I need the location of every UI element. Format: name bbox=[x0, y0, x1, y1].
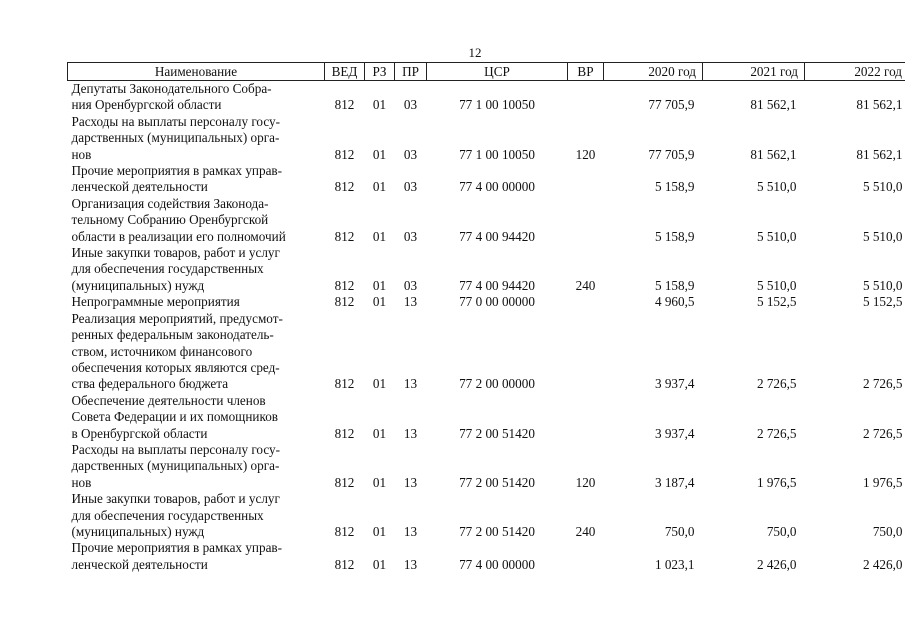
row-name-line: дарственных (муниципальных) орга- bbox=[71, 130, 280, 146]
value-2021-cell: 81 562,1 bbox=[750, 146, 797, 162]
row-name-line: Расходы на выплаты персоналу госу- bbox=[71, 113, 281, 129]
value-2020-cell: 3 187,4 bbox=[654, 474, 695, 490]
csr-cell: 77 2 00 51420 bbox=[459, 425, 535, 441]
header-ved: ВЕД bbox=[325, 63, 365, 81]
row-name-cell bbox=[68, 81, 325, 114]
value-2022-cell: 2 726,5 bbox=[862, 376, 903, 392]
pr-cell: 13 bbox=[403, 523, 418, 539]
table-row bbox=[68, 393, 905, 442]
pr-cell: 03 bbox=[403, 179, 418, 195]
vr-cell bbox=[568, 540, 604, 573]
value-2021-cell: 81 562,1 bbox=[750, 97, 797, 113]
rz-cell: 01 bbox=[372, 523, 387, 539]
vr-cell: 120 bbox=[575, 146, 596, 162]
table-row bbox=[68, 540, 905, 573]
table-row bbox=[68, 294, 905, 310]
row-name-line: для обеспечения государственных bbox=[71, 261, 264, 277]
pr-cell: 03 bbox=[403, 228, 418, 244]
header-name: Наименование bbox=[68, 63, 325, 81]
row-name-line: обеспечения которых являются сред- bbox=[71, 359, 280, 375]
row-name-line: Обеспечение деятельности членов bbox=[71, 392, 266, 408]
vr-cell bbox=[568, 311, 604, 393]
pr-cell: 13 bbox=[403, 474, 418, 490]
csr-cell: 77 2 00 51420 bbox=[459, 474, 535, 490]
value-2020-cell: 3 937,4 bbox=[654, 376, 695, 392]
row-name-line: ния Оренбургской области bbox=[71, 97, 222, 113]
table-row bbox=[68, 81, 905, 114]
table-row bbox=[68, 311, 905, 393]
rz-cell: 01 bbox=[372, 179, 387, 195]
row-name-line: Совета Федерации и их помощников bbox=[71, 409, 279, 425]
csr-cell: 77 1 00 10050 bbox=[459, 97, 535, 113]
rz-cell: 01 bbox=[372, 425, 387, 441]
value-2020-cell: 3 937,4 bbox=[654, 425, 695, 441]
row-name-line: Иные закупки товаров, работ и услуг bbox=[71, 245, 280, 261]
value-2022-cell: 750,0 bbox=[872, 523, 903, 539]
ved-cell: 812 bbox=[334, 474, 355, 490]
header-2022: 2022 год bbox=[805, 63, 905, 81]
ved-cell: 812 bbox=[334, 228, 355, 244]
row-name-cell bbox=[68, 311, 325, 393]
pr-cell: 03 bbox=[403, 277, 418, 293]
csr-cell: 77 0 00 00000 bbox=[459, 294, 535, 310]
value-2021-cell: 750,0 bbox=[766, 523, 797, 539]
rz-cell: 01 bbox=[372, 277, 387, 293]
value-2021-cell: 5 510,0 bbox=[756, 228, 797, 244]
csr-cell: 77 1 00 10050 bbox=[459, 146, 535, 162]
vr-cell bbox=[568, 294, 604, 310]
row-name-line: Организация содействия Законода- bbox=[71, 195, 269, 211]
value-2022-cell: 5 510,0 bbox=[862, 228, 903, 244]
value-2020-cell: 77 705,9 bbox=[648, 146, 695, 162]
ved-cell: 812 bbox=[334, 146, 355, 162]
page-number: 12 bbox=[468, 45, 482, 60]
row-name-line: Непрограммные мероприятия bbox=[71, 294, 240, 310]
pr-cell: 13 bbox=[403, 376, 418, 392]
header-pr: ПР bbox=[395, 63, 427, 81]
value-2022-cell: 5 510,0 bbox=[862, 277, 903, 293]
row-name-cell bbox=[68, 491, 325, 540]
header-2020: 2020 год bbox=[604, 63, 703, 81]
vr-cell bbox=[568, 163, 604, 196]
value-2020-cell: 1 023,1 bbox=[654, 556, 695, 572]
value-2020-cell: 4 960,5 bbox=[654, 294, 695, 310]
value-2022-cell: 1 976,5 bbox=[862, 474, 903, 490]
header-rz: РЗ bbox=[365, 63, 395, 81]
row-name-line: Прочие мероприятия в рамках управ- bbox=[71, 540, 283, 556]
value-2020-cell: 750,0 bbox=[664, 523, 695, 539]
csr-cell: 77 4 00 00000 bbox=[459, 179, 535, 195]
value-2022-cell: 2 726,5 bbox=[862, 425, 903, 441]
ved-cell: 812 bbox=[334, 425, 355, 441]
table-row bbox=[68, 491, 905, 540]
row-name-line: нов bbox=[71, 146, 92, 162]
row-name-line: нов bbox=[71, 474, 92, 490]
table-row bbox=[68, 442, 905, 491]
value-2022-cell: 2 426,0 bbox=[862, 556, 903, 572]
value-2020-cell: 5 158,9 bbox=[654, 277, 695, 293]
rz-cell: 01 bbox=[372, 376, 387, 392]
value-2020-cell: 77 705,9 bbox=[648, 97, 695, 113]
rz-cell: 01 bbox=[372, 294, 387, 310]
pr-cell: 13 bbox=[403, 556, 418, 572]
row-name-line: в Оренбургской области bbox=[71, 425, 208, 441]
value-2021-cell: 2 726,5 bbox=[756, 376, 797, 392]
header-vr: ВР bbox=[568, 63, 604, 81]
vr-cell bbox=[568, 196, 604, 245]
rz-cell: 01 bbox=[372, 146, 387, 162]
row-name-line: (муниципальных) нужд bbox=[71, 523, 205, 539]
budget-table bbox=[67, 62, 905, 573]
ved-cell: 812 bbox=[334, 277, 355, 293]
ved-cell: 812 bbox=[334, 294, 355, 310]
pr-cell: 03 bbox=[403, 146, 418, 162]
row-name-line: Реализация мероприятий, предусмот- bbox=[71, 310, 283, 326]
row-name-line: области в реализации его полномочий bbox=[71, 228, 286, 244]
value-2022-cell: 5 510,0 bbox=[862, 179, 903, 195]
vr-cell: 240 bbox=[575, 523, 596, 539]
value-2021-cell: 2 726,5 bbox=[756, 425, 797, 441]
row-name-line: дарственных (муниципальных) орга- bbox=[71, 458, 280, 474]
table-row bbox=[68, 163, 905, 196]
row-name-cell bbox=[68, 163, 325, 196]
csr-cell: 77 4 00 94420 bbox=[459, 228, 535, 244]
row-name-line: ренных федеральным законодатель- bbox=[71, 327, 274, 343]
rz-cell: 01 bbox=[372, 474, 387, 490]
table-header-row bbox=[68, 63, 905, 81]
value-2022-cell: 5 152,5 bbox=[862, 294, 903, 310]
ved-cell: 812 bbox=[334, 376, 355, 392]
row-name-cell bbox=[68, 114, 325, 163]
ved-cell: 812 bbox=[334, 523, 355, 539]
csr-cell: 77 4 00 00000 bbox=[459, 556, 535, 572]
header-2021: 2021 год bbox=[703, 63, 805, 81]
value-2020-cell: 5 158,9 bbox=[654, 228, 695, 244]
ved-cell: 812 bbox=[334, 556, 355, 572]
value-2021-cell: 1 976,5 bbox=[756, 474, 797, 490]
table-row bbox=[68, 196, 905, 245]
header-csr: ЦСР bbox=[427, 63, 568, 81]
row-name-cell bbox=[68, 442, 325, 491]
value-2021-cell: 5 152,5 bbox=[756, 294, 797, 310]
csr-cell: 77 2 00 00000 bbox=[459, 376, 535, 392]
row-name-line: ством, источником финансового bbox=[71, 343, 253, 359]
row-name-cell bbox=[68, 245, 325, 294]
row-name-line: тельному Собранию Оренбургской bbox=[71, 212, 269, 228]
value-2021-cell: 2 426,0 bbox=[756, 556, 797, 572]
rz-cell: 01 bbox=[372, 556, 387, 572]
value-2022-cell: 81 562,1 bbox=[856, 97, 903, 113]
ved-cell: 812 bbox=[334, 97, 355, 113]
pr-cell: 13 bbox=[403, 425, 418, 441]
vr-cell bbox=[568, 393, 604, 442]
rz-cell: 01 bbox=[372, 97, 387, 113]
value-2020-cell: 5 158,9 bbox=[654, 179, 695, 195]
row-name-cell bbox=[68, 393, 325, 442]
table-row bbox=[68, 114, 905, 163]
row-name-line: (муниципальных) нужд bbox=[71, 277, 205, 293]
pr-cell: 13 bbox=[403, 294, 418, 310]
row-name-cell bbox=[68, 540, 325, 573]
row-name-line: ства федерального бюджета bbox=[71, 376, 229, 392]
value-2021-cell: 5 510,0 bbox=[756, 277, 797, 293]
csr-cell: 77 2 00 51420 bbox=[459, 523, 535, 539]
row-name-line: ленческой деятельности bbox=[71, 556, 208, 572]
row-name-cell bbox=[68, 294, 325, 310]
ved-cell: 812 bbox=[334, 179, 355, 195]
table-row bbox=[68, 245, 905, 294]
rz-cell: 01 bbox=[372, 228, 387, 244]
vr-cell bbox=[568, 81, 604, 114]
row-name-line: Прочие мероприятия в рамках управ- bbox=[71, 163, 283, 179]
row-name-line: для обеспечения государственных bbox=[71, 507, 264, 523]
vr-cell: 120 bbox=[575, 474, 596, 490]
row-name-line: Иные закупки товаров, работ и услуг bbox=[71, 491, 280, 507]
csr-cell: 77 4 00 94420 bbox=[459, 277, 535, 293]
value-2021-cell: 5 510,0 bbox=[756, 179, 797, 195]
table-body bbox=[68, 81, 905, 574]
pr-cell: 03 bbox=[403, 97, 418, 113]
row-name-line: ленческой деятельности bbox=[71, 179, 208, 195]
value-2022-cell: 81 562,1 bbox=[856, 146, 903, 162]
row-name-line: Расходы на выплаты персоналу госу- bbox=[71, 441, 281, 457]
vr-cell: 240 bbox=[575, 277, 596, 293]
row-name-line: Депутаты Законодательного Собра- bbox=[71, 81, 272, 96]
row-name-cell bbox=[68, 196, 325, 245]
